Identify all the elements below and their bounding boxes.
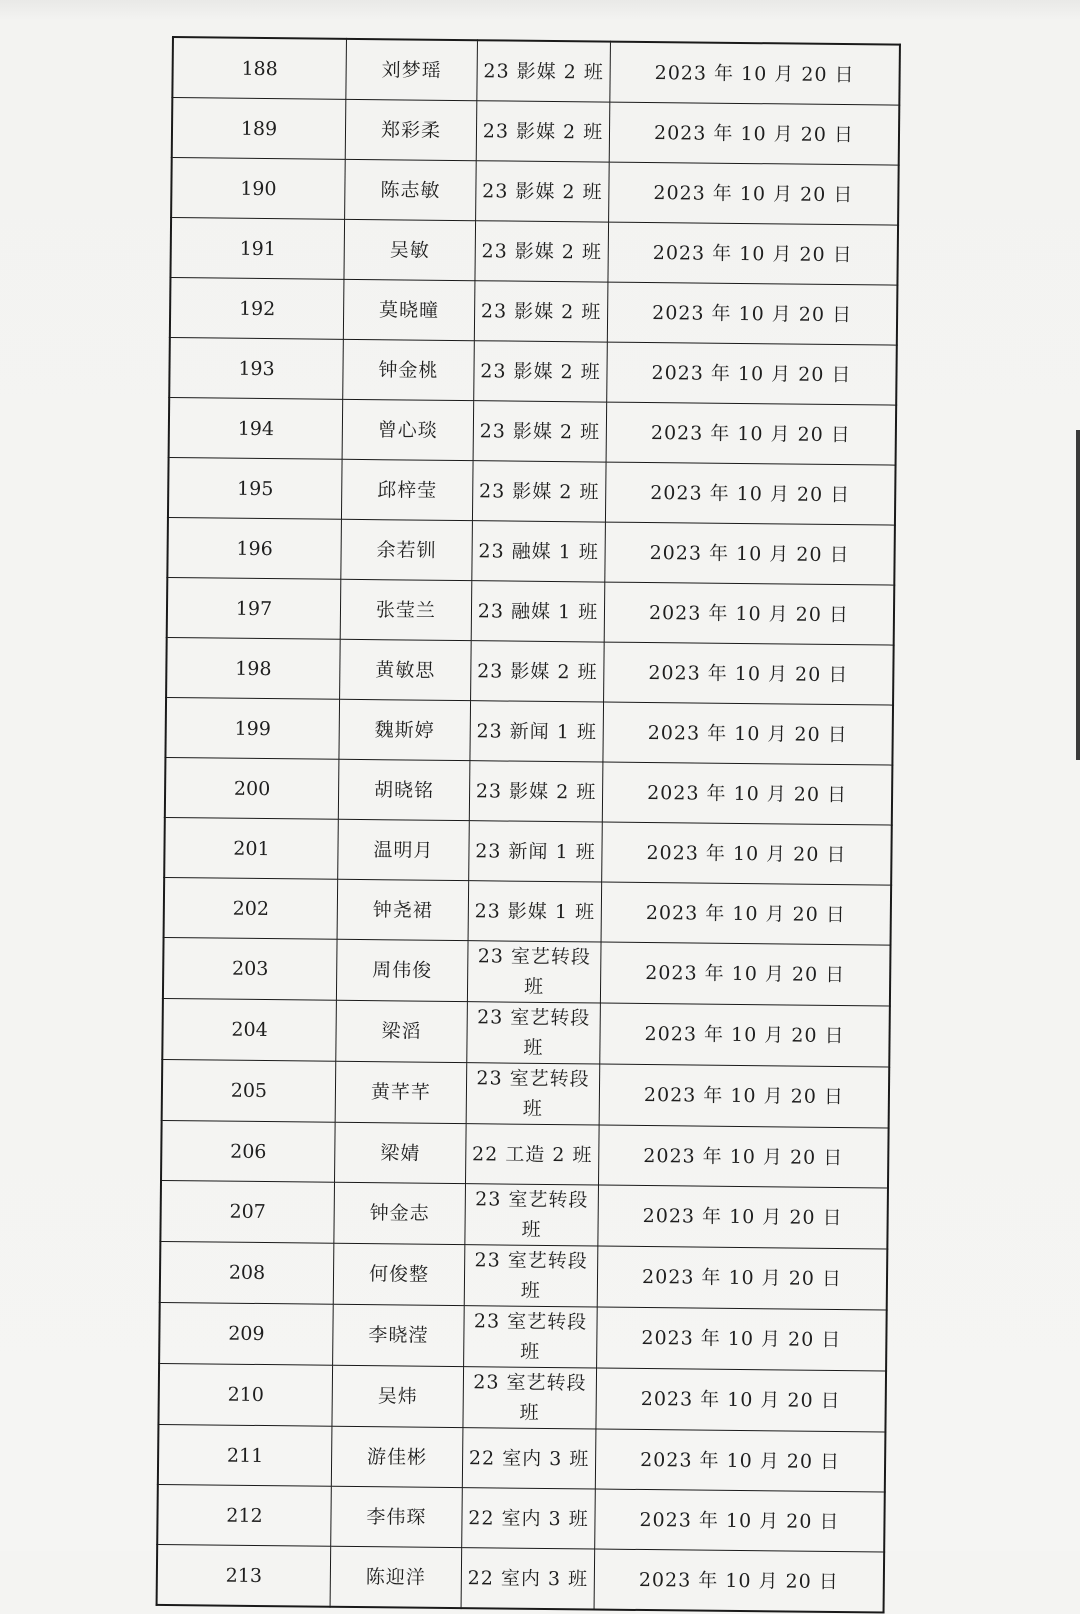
cell-class: 23 影媒 2 班 [475, 221, 609, 282]
table-row [158, 1424, 886, 1492]
cell-date: 2023 年 10 月 20 日 [601, 882, 891, 945]
cell-name: 梁婧 [335, 1122, 467, 1183]
cell-name: 钟金志 [334, 1182, 466, 1244]
cell-date: 2023 年 10 月 20 日 [602, 762, 892, 825]
cell-class: 23 影媒 2 班 [477, 40, 611, 102]
table-row [162, 1059, 890, 1128]
cell-date: 2023 年 10 月 20 日 [604, 582, 894, 645]
cell-date: 2023 年 10 月 20 日 [600, 942, 890, 1006]
cell-number: 213 [157, 1544, 331, 1606]
cell-name: 钟金桃 [343, 339, 475, 400]
cell-class: 23 新闻 1 班 [470, 701, 604, 762]
cell-date: 2023 年 10 月 20 日 [609, 102, 899, 165]
cell-name: 余若钏 [341, 519, 473, 580]
cell-date: 2023 年 10 月 20 日 [608, 222, 898, 285]
table-row [162, 998, 890, 1067]
page-edge-shadow [1076, 430, 1080, 760]
cell-name: 何俊整 [333, 1243, 465, 1305]
cell-number: 204 [162, 998, 336, 1061]
cell-date: 2023 年 10 月 20 日 [602, 822, 892, 885]
cell-name: 魏斯婷 [339, 699, 471, 760]
table-row [157, 1544, 885, 1612]
cell-class: 22 室内 3 班 [462, 1428, 596, 1489]
cell-class: 23 影媒 2 班 [473, 401, 607, 462]
table-row [161, 1120, 889, 1188]
cell-class: 23 融媒 1 班 [472, 521, 606, 582]
table-row [164, 817, 892, 885]
cell-name: 李晓滢 [333, 1304, 465, 1366]
cell-class: 23 影媒 2 班 [476, 101, 610, 162]
table-row [166, 637, 894, 705]
table-row [158, 1363, 886, 1432]
cell-date: 2023 年 10 月 20 日 [595, 1489, 885, 1552]
cell-date: 2023 年 10 月 20 日 [596, 1368, 886, 1432]
cell-date: 2023 年 10 月 20 日 [607, 282, 897, 345]
cell-date: 2023 年 10 月 20 日 [595, 1429, 885, 1492]
cell-name: 邱梓莹 [341, 459, 473, 520]
roster-table [156, 36, 901, 1614]
table-row [165, 757, 893, 825]
cell-date: 2023 年 10 月 20 日 [605, 522, 895, 585]
cell-number: 206 [161, 1120, 335, 1182]
roster-table-body [157, 37, 900, 1613]
cell-class: 22 室内 3 班 [461, 1548, 595, 1610]
cell-name: 胡晓铭 [338, 759, 470, 820]
table-row [167, 577, 895, 645]
cell-number: 212 [157, 1484, 331, 1546]
cell-class: 23 室艺转段班 [467, 941, 601, 1003]
table-row [165, 697, 893, 765]
cell-number: 209 [159, 1302, 333, 1365]
cell-name: 莫晓曈 [343, 279, 475, 340]
cell-number: 193 [169, 337, 343, 399]
cell-class: 23 影媒 2 班 [474, 341, 608, 402]
cell-number: 191 [170, 218, 344, 280]
table-row [170, 218, 898, 286]
cell-date: 2023 年 10 月 20 日 [605, 462, 895, 525]
cell-number: 188 [172, 37, 346, 99]
table-row [159, 1302, 887, 1371]
cell-number: 207 [160, 1180, 334, 1243]
cell-class: 23 影媒 2 班 [472, 461, 606, 522]
table-row [167, 517, 895, 585]
cell-number: 201 [164, 817, 338, 879]
cell-name: 吴炜 [332, 1365, 464, 1427]
cell-name: 陈迎洋 [330, 1546, 462, 1608]
table-row [160, 1180, 888, 1249]
cell-class: 23 室艺转段班 [464, 1245, 598, 1307]
cell-name: 周伟俊 [336, 939, 468, 1001]
cell-number: 200 [165, 757, 339, 819]
cell-number: 211 [158, 1424, 332, 1486]
cell-class: 22 工造 2 班 [465, 1124, 599, 1185]
table-row [171, 158, 899, 226]
table-row [169, 397, 897, 465]
cell-number: 199 [165, 697, 339, 759]
cell-name: 游佳彬 [331, 1426, 463, 1487]
cell-number: 189 [172, 98, 346, 160]
cell-date: 2023 年 10 月 20 日 [604, 642, 894, 705]
cell-name: 吴敏 [344, 219, 476, 280]
roster-table-wrap [156, 36, 882, 1613]
cell-class: 23 影媒 2 班 [476, 161, 610, 222]
cell-date: 2023 年 10 月 20 日 [597, 1246, 887, 1310]
cell-name: 梁滔 [336, 1000, 468, 1062]
cell-date: 2023 年 10 月 20 日 [603, 702, 893, 765]
cell-class: 23 新闻 1 班 [469, 821, 603, 882]
cell-name: 陈志敏 [345, 159, 477, 220]
cell-class: 23 融媒 1 班 [471, 581, 605, 642]
cell-date: 2023 年 10 月 20 日 [598, 1185, 888, 1249]
cell-class: 23 影媒 1 班 [468, 881, 602, 942]
table-row [164, 877, 892, 945]
cell-class: 22 室内 3 班 [462, 1488, 596, 1549]
cell-name: 黄敏思 [340, 639, 472, 700]
cell-class: 23 室艺转段班 [465, 1184, 599, 1246]
table-row [170, 277, 898, 345]
cell-name: 曾心琰 [342, 399, 474, 460]
table-row [169, 337, 897, 405]
cell-number: 210 [158, 1363, 332, 1426]
table-row [172, 98, 900, 166]
cell-class: 23 影媒 2 班 [469, 761, 603, 822]
cell-number: 198 [166, 637, 340, 699]
cell-date: 2023 年 10 月 20 日 [606, 402, 896, 465]
cell-name: 温明月 [338, 819, 470, 880]
cell-date: 2023 年 10 月 20 日 [599, 1064, 889, 1128]
cell-date: 2023 年 10 月 20 日 [600, 1003, 890, 1067]
cell-number: 195 [168, 457, 342, 519]
cell-class: 23 室艺转段班 [467, 1002, 601, 1064]
cell-number: 203 [163, 937, 337, 1000]
cell-name: 钟尧裙 [337, 879, 469, 940]
cell-date: 2023 年 10 月 20 日 [594, 1549, 884, 1613]
cell-name: 郑彩柔 [345, 99, 477, 160]
cell-date: 2023 年 10 月 20 日 [610, 42, 900, 106]
table-row [172, 37, 900, 105]
table-row [160, 1241, 888, 1310]
cell-number: 196 [167, 517, 341, 579]
cell-class: 23 室艺转段班 [466, 1063, 600, 1125]
cell-number: 197 [167, 577, 341, 639]
table-row [163, 937, 891, 1006]
table-row [168, 457, 896, 525]
cell-class: 23 室艺转段班 [464, 1306, 598, 1368]
cell-class: 23 影媒 2 班 [471, 641, 605, 702]
cell-date: 2023 年 10 月 20 日 [597, 1307, 887, 1371]
cell-date: 2023 年 10 月 20 日 [607, 342, 897, 405]
cell-number: 208 [160, 1241, 334, 1304]
cell-date: 2023 年 10 月 20 日 [598, 1125, 888, 1188]
cell-name: 刘梦瑶 [346, 39, 478, 101]
cell-number: 202 [164, 877, 338, 939]
cell-number: 205 [162, 1059, 336, 1122]
cell-name: 李伟琛 [331, 1486, 463, 1547]
cell-number: 190 [171, 158, 345, 220]
table-row [157, 1484, 885, 1552]
cell-name: 张莹兰 [340, 579, 472, 640]
cell-name: 黄芊芊 [335, 1061, 467, 1123]
cell-number: 192 [170, 277, 344, 339]
cell-class: 23 影媒 2 班 [474, 281, 608, 342]
cell-number: 194 [169, 397, 343, 459]
cell-date: 2023 年 10 月 20 日 [609, 162, 899, 225]
cell-class: 23 室艺转段班 [463, 1367, 597, 1429]
